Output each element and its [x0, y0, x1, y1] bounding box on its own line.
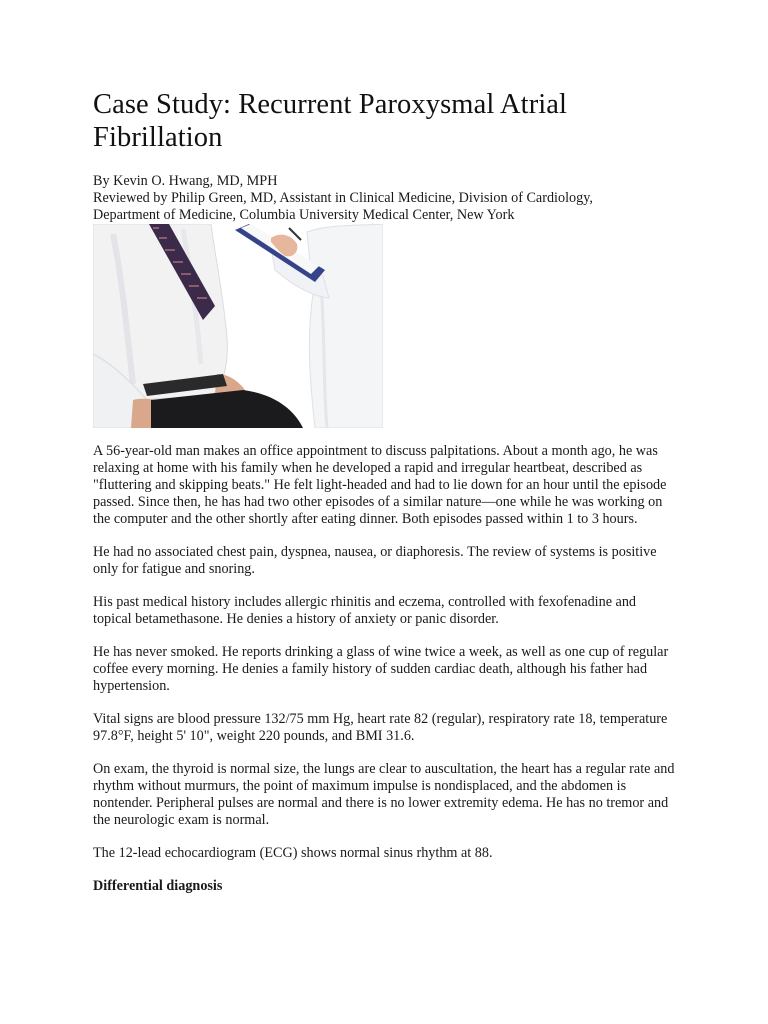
- byline-block: [93, 173, 678, 224]
- article-page: [93, 0, 678, 895]
- reviewer-line-2: Department of Medicine, Columbia University Medical Center, New York: [93, 207, 515, 223]
- paragraph-medical-history: His past medical history includes allergic rhinitis and eczema, controlled with fexofenadine and topical betamethasone. He denies a history of anxiety or panic disorder.: [93, 594, 637, 627]
- article-title: Case Study: Recurrent Paroxysmal Atrial Fibrillation: [93, 89, 568, 153]
- patient-doctor-photo: [93, 224, 383, 428]
- paragraph-symptoms: He had no associated chest pain, dyspnea, nausea, or diaphoresis. The review of systems is positive only for fatigue and snoring.: [93, 544, 657, 577]
- author-line: By Kevin O. Hwang, MD, MPH: [93, 173, 278, 189]
- paragraph-vital-signs: Vital signs are blood pressure 132/75 mm Hg, heart rate 82 (regular), respiratory rate 18, temperature 97.8°F, height 5' 10", weight 220 pounds, and BMI 31.6.: [93, 711, 668, 744]
- paragraph-presentation: A 56-year-old man makes an office appointment to discuss palpitations. About a month ago, he was relaxing at home with his family when he developed a rapid and irregular heartbeat, described as "fluttering and skipping beats." He felt light-headed and had to lie down for an hour until the episode passed. Since then, he has had two other episodes of a similar nature—one while he was working on the computer and the other shortly after eating dinner. Both episodes passed within 1 to 3 hours.: [93, 443, 667, 527]
- reviewer-line-1: Reviewed by Philip Green, MD, Assistant in Clinical Medicine, Division of Cardiology,: [93, 190, 593, 206]
- paragraph-exam: On exam, the thyroid is normal size, the lungs are clear to auscultation, the heart has a regular rate and rhythm without murmurs, the point of maximum impulse is nondisplaced, and the abdomen is nontender. Peripheral pulses are normal and there is no lower extremity edema. He has no tremor and the neurologic exam is normal.: [93, 761, 675, 828]
- section-heading: Differential diagnosis: [93, 878, 223, 894]
- article-body: [93, 443, 678, 895]
- paragraph-social-history: He has never smoked. He reports drinking a glass of wine twice a week, as well as one cup of regular coffee every morning. He denies a family history of sudden cardiac death, although his father had hypertension.: [93, 644, 669, 694]
- paragraph-ecg: The 12-lead echocardiogram (ECG) shows normal sinus rhythm at 88.: [93, 845, 493, 861]
